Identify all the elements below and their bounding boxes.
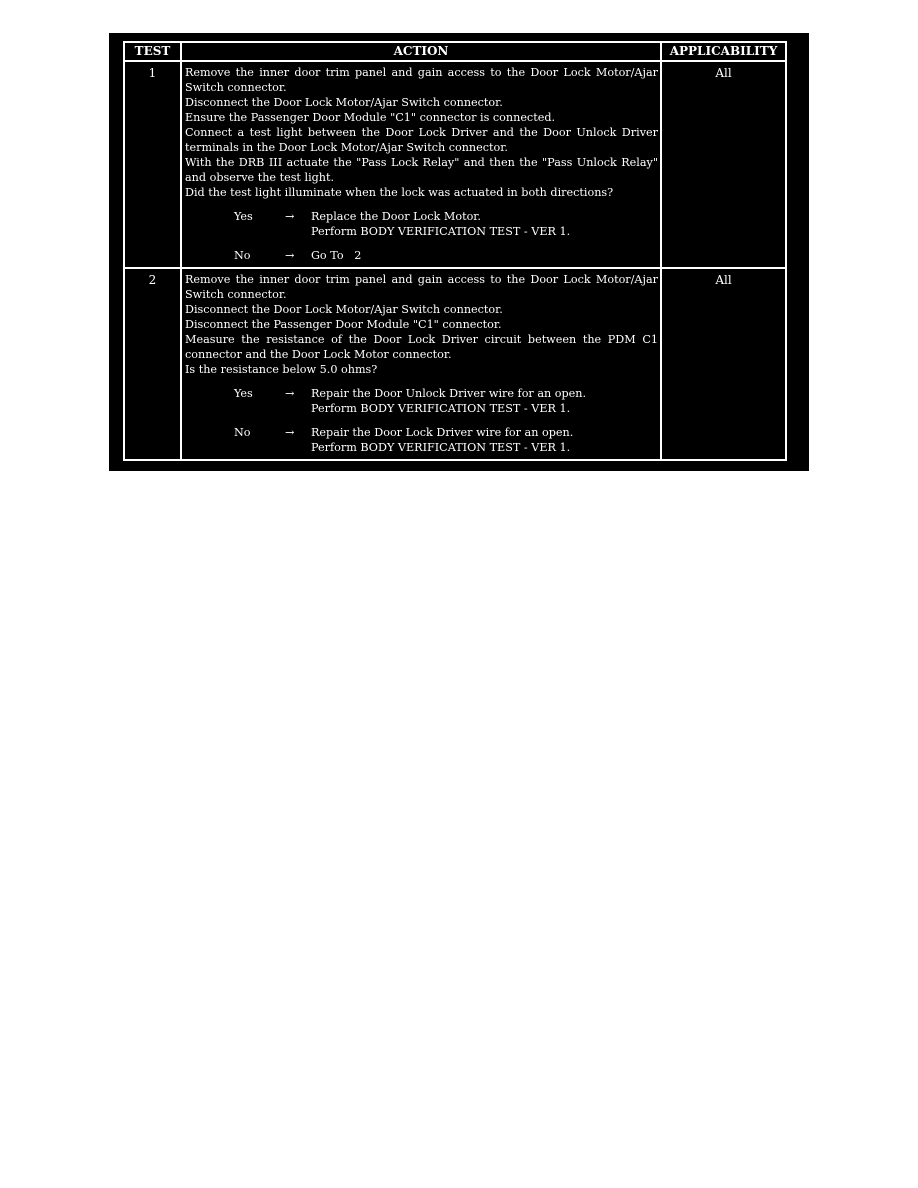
action-step: Disconnect the Passenger Door Module "C1" connector. (185, 318, 502, 331)
outcome-no (234, 248, 658, 263)
outcome-label: No (234, 249, 251, 262)
outcomes (185, 386, 658, 455)
outcome-no (234, 425, 658, 455)
action-steps (185, 272, 658, 377)
outcome-result (311, 386, 658, 416)
action-step: Measure the resistance of the Door Lock Driver circuit between the PDM C1 connector and the Door Lock Motor connector. (185, 333, 658, 361)
action-cell (181, 61, 661, 268)
action-step: Remove the inner door trim panel and gain access to the Door Lock Motor/Ajar Switch connector. (185, 273, 658, 301)
goto-link[interactable]: Go To 2 (311, 249, 362, 262)
table-row (124, 268, 786, 460)
outcome-result (311, 209, 658, 239)
action-step: Is the resistance below 5.0 ohms? (185, 363, 378, 376)
outcomes (185, 209, 658, 263)
action-step: With the DRB III actuate the "Pass Lock Relay" and then the "Pass Unlock Relay" and observe the test light. (185, 156, 658, 184)
test-number: 1 (124, 61, 181, 268)
table-row (124, 61, 786, 268)
outcome-label: Yes (234, 210, 253, 223)
right-arrow-icon: → (285, 426, 295, 439)
action-step: Disconnect the Door Lock Motor/Ajar Switch connector. (185, 96, 503, 109)
action-steps (185, 65, 658, 200)
right-arrow-icon: → (285, 387, 295, 400)
outcome-label: No (234, 426, 251, 439)
column-header-test: TEST (124, 42, 181, 61)
outcome-line: Replace the Door Lock Motor. (311, 210, 481, 223)
action-step: Disconnect the Door Lock Motor/Ajar Switch connector. (185, 303, 503, 316)
applicability-value: All (661, 61, 786, 268)
outcome-line: Perform BODY VERIFICATION TEST - VER 1. (311, 225, 571, 238)
outcome-result (311, 425, 658, 455)
outcome-line: Perform BODY VERIFICATION TEST - VER 1. (311, 402, 571, 415)
outcome-line: Repair the Door Lock Driver wire for an open. (311, 426, 574, 439)
outcome-label: Yes (234, 387, 253, 400)
outcome-line: Perform BODY VERIFICATION TEST - VER 1. (311, 441, 571, 454)
action-step: Remove the inner door trim panel and gain access to the Door Lock Motor/Ajar Switch connector. (185, 66, 658, 94)
diagnostic-table-panel (109, 33, 809, 471)
outcome-yes (234, 386, 658, 416)
table-header-row (124, 42, 786, 61)
test-number: 2 (124, 268, 181, 460)
action-step: Ensure the Passenger Door Module "C1" connector is connected. (185, 111, 556, 124)
action-step: Did the test light illuminate when the lock was actuated in both directions? (185, 186, 614, 199)
column-header-applicability: APPLICABILITY (661, 42, 786, 61)
outcome-result (311, 248, 658, 263)
right-arrow-icon: → (285, 210, 295, 223)
diagnostic-test-table (123, 41, 787, 461)
column-header-action: ACTION (181, 42, 661, 61)
right-arrow-icon: → (285, 249, 295, 262)
applicability-value: All (661, 268, 786, 460)
action-cell (181, 268, 661, 460)
action-step: Connect a test light between the Door Lock Driver and the Door Unlock Driver terminals in the Door Lock Motor/Ajar Switch connector. (185, 126, 658, 154)
outcome-yes (234, 209, 658, 239)
outcome-line: Repair the Door Unlock Driver wire for an open. (311, 387, 587, 400)
